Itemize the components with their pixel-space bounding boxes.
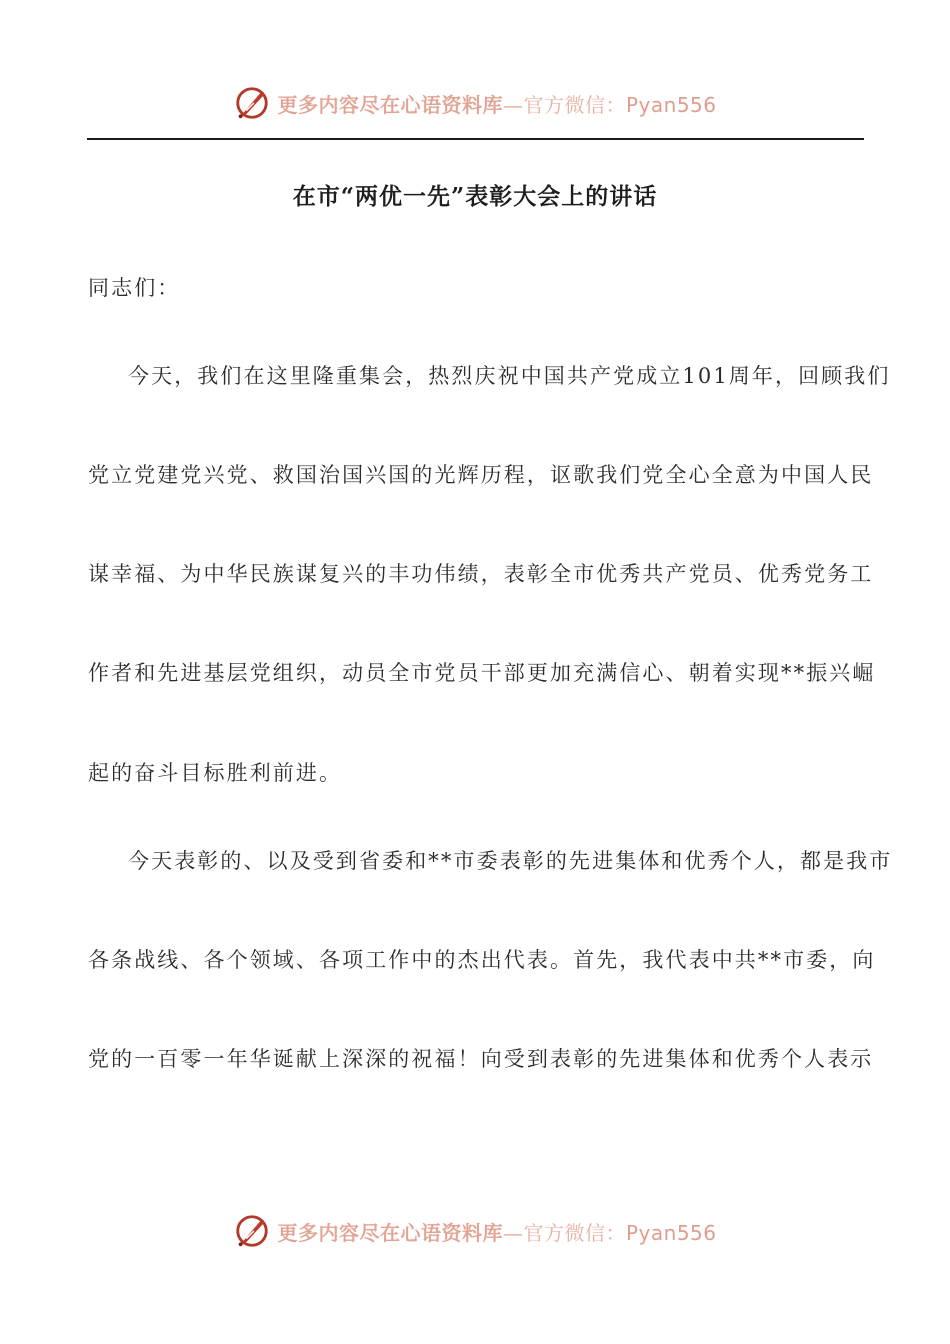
paragraph-line: 党的一百零一年华诞献上深深的祝福！向受到表彰的先进集体和优秀个人表示 [88,1047,874,1071]
paragraph-line: 作者和先进基层党组织，动员全市党员干部更加充满信心、朝着实现**振兴崛 [88,661,876,685]
footer-brand: 更多内容尽在心语资料库 [277,1220,503,1245]
paragraph-line: 今天表彰的、以及受到省委和**市委表彰的先进集体和优秀个人，都是我市 [128,849,893,873]
footer-wechat-id: Pyan556 [625,1220,717,1245]
footer-text [277,1217,716,1246]
header-separator: — [502,92,524,117]
footer-separator: — [502,1220,524,1245]
header-wechat-id: Pyan556 [625,92,717,117]
paragraph-line: 今天，我们在这里隆重集会，热烈庆祝中国共产党成立101周年，回顾我们 [128,364,891,388]
paragraph-line: 谋幸福、为中华民族谋复兴的丰功伟绩，表彰全市优秀共产党员、优秀党务工 [88,562,874,586]
header-brand: 更多内容尽在心语资料库 [277,92,503,117]
paragraph-line: 起的奋斗目标胜利前进。 [88,761,343,785]
paragraph-line: 党立党建党兴党、救国治国兴国的光辉历程，讴歌我们党全心全意为中国人民 [88,463,874,487]
document-title: 在市“两优一先”表彰大会上的讲话 [292,183,658,210]
quill-pen-logo-icon [233,84,271,122]
header-text [277,89,716,118]
footer-wechat-label: 官方微信： [523,1220,626,1245]
header-wechat-label: 官方微信： [523,92,626,117]
salutation: 同志们： [88,276,181,300]
paragraph-line: 各条战线、各个领域、各项工作中的杰出代表。首先，我代表中共**市委，向 [88,948,876,972]
header-divider [87,138,864,140]
header-banner [0,84,950,122]
footer-banner [0,1212,950,1250]
quill-pen-logo-icon [233,1212,271,1250]
